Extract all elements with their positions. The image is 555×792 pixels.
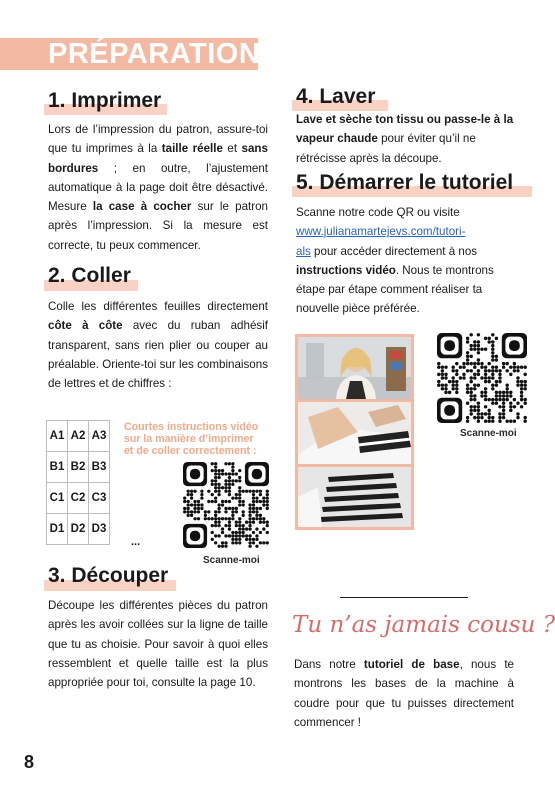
- tutoriel-intro: Scanne notre code QR ou visite: [296, 206, 460, 219]
- grid-cell: A1: [47, 421, 68, 452]
- heading-tutoriel: 5. Démarrer le tutoriel: [296, 171, 514, 194]
- sheet-grid: [46, 420, 110, 545]
- grid-cell: C2: [68, 483, 89, 514]
- script-title: Tu n’as jamais cousu ?: [292, 612, 555, 638]
- video-hint: [124, 421, 274, 457]
- grid-cell: B1: [47, 452, 68, 483]
- grid-cell: B2: [68, 452, 89, 483]
- qr-label: Scanne-moi: [460, 428, 517, 439]
- grid-cell: A2: [68, 421, 89, 452]
- divider-line: [340, 597, 468, 598]
- heading-decouper: 3. Découper: [48, 564, 169, 587]
- hint-line: et de coller correctement :: [124, 445, 257, 457]
- never-sewn-text: Dans notre tutoriel de base, nous te montrons les bases de la machine à coudre pour que tu puisses directement commencer !: [294, 658, 514, 729]
- page-title: PRÉPARATION: [48, 38, 261, 70]
- tutorial-link[interactable]: als: [296, 244, 311, 258]
- grid-cell: D3: [89, 514, 110, 545]
- tutoriel-rest: pour accéder directement à nos instructions vidéo. Nous te montrons étape par étape comment réaliser ta nouvelle pièce préférée.: [296, 244, 494, 316]
- tutorial-photos-image: [298, 337, 411, 527]
- page-number: 8: [24, 752, 35, 772]
- grid-ellipsis: ...: [131, 536, 141, 548]
- grid-cell: C1: [47, 483, 68, 514]
- imprimer-text: Lors de l’impression du patron, assure-toi que tu imprimes à la taille réelle et sans bordures ; en outre, l’ajustement automatique à la page doit être désactivé. Mesure la case à cocher sur le patron après l’impression. Si la mesure est correcte, tu peux commencer.: [48, 123, 268, 252]
- grid-cell: D1: [47, 514, 68, 545]
- grid-cell: A3: [89, 421, 110, 452]
- grid-row: [47, 514, 110, 545]
- laver-text: Lave et sèche ton tissu ou passe-le à la vapeur chaude pour éviter qu’il ne rétrécisse après la découpe.: [296, 113, 514, 165]
- grid-row: [47, 421, 110, 452]
- heading-laver: 4. Laver: [296, 85, 376, 108]
- qr-label: Scanne-moi: [203, 555, 260, 566]
- grid-row: [47, 483, 110, 514]
- hint-line: Courtes instructions vidéo: [124, 421, 259, 433]
- grid-cell: C3: [89, 483, 110, 514]
- qr-code[interactable]: [437, 333, 527, 423]
- grid-cell: B3: [89, 452, 110, 483]
- tutoriel-text: [296, 203, 522, 319]
- qr-code[interactable]: [183, 462, 269, 548]
- heading-coller: 2. Coller: [48, 264, 131, 287]
- decouper-text: Découpe les différentes pièces du patron après les avoir collées sur la ligne de taille que tu as choisie. Pour savoir à quoi elles ressemblent et quelle taille est la plus appropriée pour toi, consulte la page 10.: [48, 599, 268, 690]
- coller-text: Colle les différentes feuilles directement côte à côte avec du ruban adhésif transparent, sans rien plier ou couper au préalable. Oriente-toi sur les combinaisons de lettres et de chiffres :: [48, 300, 268, 391]
- heading-imprimer: 1. Imprimer: [48, 89, 162, 112]
- tutorial-link[interactable]: www.julianamartejevs.com/tutori-: [296, 225, 466, 239]
- hint-line: sur la manière d’imprimer: [124, 433, 254, 445]
- grid-cell: D2: [68, 514, 89, 545]
- tutorial-photo-strip: [295, 334, 414, 530]
- grid-row: [47, 452, 110, 483]
